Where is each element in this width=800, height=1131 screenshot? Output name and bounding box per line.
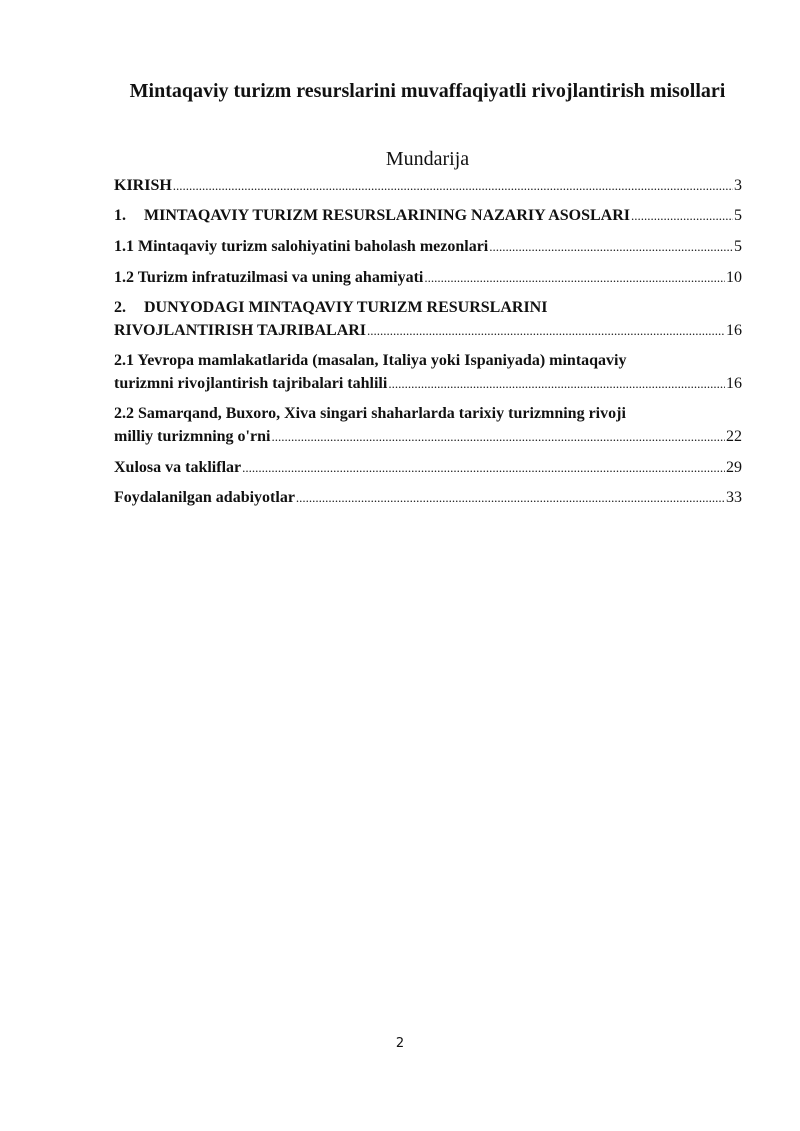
toc-entry-section-2-1[interactable] [114,349,742,395]
page-number: 2 [395,1036,405,1051]
toc-leader-dots [424,266,725,289]
toc-entry-label: MINTAQAVIY TURIZM RESURSLARINING NAZARIY ASOSLARI [144,207,631,224]
toc-entry-section-2-2[interactable] [114,402,742,448]
toc-leader-dots [631,204,733,227]
toc-entry-section-1-2[interactable] [114,266,742,289]
toc-page-number: 16 [726,322,742,339]
toc-entry-label-line: 2.1 Yevropa mamlakatlarida (masalan, Italiya yoki Ispaniyada) mintaqaviy [114,352,627,369]
toc-chapter-number: 1. [114,207,126,224]
toc-entry-adabiyotlar[interactable] [114,486,742,509]
toc-entry-label: Xulosa va takliflar [114,459,242,476]
toc-entry-label: 1.1 Mintaqaviy turizm salohiyatini baholash mezonlari [114,238,489,255]
toc-entry-chapter-2[interactable] [114,296,742,342]
toc-leader-dots [242,456,725,479]
toc-page-number: 5 [734,207,742,224]
toc-page-number: 22 [726,428,742,445]
toc-leader-dots [296,486,725,509]
document-title: Mintaqaviy turizm resurslarini muvaffaqiyatli rivojlantirish misollari [129,80,726,102]
toc-entry-label: 1.2 Turizm infratuzilmasi va uning ahamiyati [114,269,424,286]
toc-entry-label: KIRISH [114,177,172,194]
toc-leader-dots [173,174,733,197]
toc-entry-label: milliy turizmning o'rni [114,428,271,445]
toc-page-number: 16 [726,375,742,392]
toc-leader-dots [489,235,733,258]
toc-entry-label: RIVOJLANTIRISH TAJRIBALARI [114,322,367,339]
toc-page-number: 3 [734,177,742,194]
toc-heading: Mundarija [385,148,470,170]
toc-page-number: 10 [726,269,742,286]
toc-entry-label-line: DUNYODAGI MINTAQAVIY TURIZM RESURSLARINI [144,299,548,316]
toc-leader-dots [271,425,725,448]
toc-leader-dots [367,319,725,342]
toc-entry-section-1-1[interactable] [114,235,742,258]
table-of-contents [114,174,742,509]
toc-leader-dots [388,372,725,395]
toc-page-number: 5 [734,238,742,255]
toc-page-number: 33 [726,489,742,506]
toc-entry-label-line: 2.2 Samarqand, Buxoro, Xiva singari shaharlarda tarixiy turizmning rivoji [114,405,626,422]
toc-entry-label: Foydalanilgan adabiyotlar [114,489,295,506]
toc-entry-label: turizmni rivojlantirish tajribalari tahlili [114,375,388,392]
toc-entry-chapter-1[interactable] [114,204,742,227]
toc-page-number: 29 [726,459,742,476]
toc-entry-xulosa[interactable] [114,456,742,479]
toc-chapter-number: 2. [114,299,126,316]
toc-entry-kirish[interactable] [114,174,742,197]
